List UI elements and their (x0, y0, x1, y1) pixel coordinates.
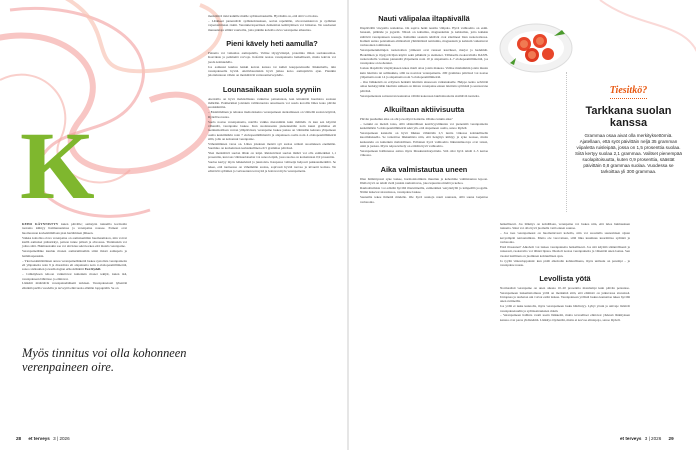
night-paragraph-3: – Verenpaineen hallinta vaatii usein lääkkeitä, mutta terveelliset elintavat yhdessä lääkityksen kanssa ovat paras yhdistelmä. Lääkitys täydentää, mutta ei korvaa elintapoja, sanoo Rydell. (500, 313, 630, 322)
snack-paragraph-4: – Osa lääkkeistä on erityisen herkkiä lakritsin ainesosan vaikutukselle. Helppo keino selvittää omaa herkkyyttään lakritsin suhteen on mitata verenpaine ennen lakritsin syömistä ja seuraavana päivänä. (360, 79, 488, 93)
lunch-paragraph-3: Suola nostaa verenpainetta, natrilla vaikka merenmiän kuin mäimää. Ja kun sen käyttöä vähentää, verenpaine laskee. Kun suolansaanta pienennetään noin kuusi grammaa eli teenlusikollisen verran ylläpäivässä, verenpaine laskee jaskaa on vähintään keinana yläpaineen osalta keskimäärin noin 7 elohopeamillimetriä ja alapaineen osalta noin 4 elohopeamillimetriä sillä, jolla on kohonnut verenpaine. (208, 119, 336, 141)
heading-restful-night: Levollista yötä (539, 274, 591, 284)
issue-right: 3 | 2026 (644, 436, 662, 441)
walk-paragraph-1: Painetta voi vaikuttaa aamupalalla. Valitse täysjyväleipä, proteiinia ilman suolakuormaa. Kasviksia ja pehmeitä ravvoja. Kofeiini nostaa verenpainetta hetkellisesti, mutta kahvia voi juoda kohtuudella. (208, 50, 336, 64)
activity-paragraph-1: Päivän puuhailun aika on ohi ja kotityöt hoidettu. Olisiko lenkin aika? (360, 116, 453, 121)
col2-paragraph-2: – Lääkkeet pienentävät sydänkohtauksen, aortan repeämän, aivoverenkierron ja sydämen vajaatoiminnan riskiä. Verenkiertoperäisen dementian kehittymisen voi hidastaa. Ne saadaanat munuaistaja silmiä vaurioilta, joita päkään koholla oleva verenpaine aiheuttaa. (208, 18, 336, 32)
intro-paragraph-2: Vaikka kohollaa olava verenpaine on aamuisemmin huomaamaton, niin voivat kiellä aamuiset päänsärkyt, painon tunne päässä ja ahvoassa. Tinnituskin voi joltua siitä. Huimaustakin saa voi ahvistua sekä korkea että matala verenpaine. (22, 235, 127, 249)
footer-left (16, 436, 70, 441)
column-2 (208, 14, 336, 174)
heading-morning-walk: Pieni kävely heti aamulla? (226, 38, 318, 48)
fact-box-label: Tiesitkö? (610, 85, 647, 99)
intro-text: kuten päivälle; aamuyön tunneilla kortisolin tuotanto kiihtyy lisämunuaisissa ja verenpaine nousee. Paineet ovat huomaotaan korkeimmillaan pian heräämisen jälkeen. (22, 222, 127, 235)
activity-paragraph-2: – Lenkki on meistä iolea, sillä säännöllinen kestävyysliikunta voi pienentää verenpainetta keskimäärin 5 elohopeamillimetriä sekä ylä- että alapaineen osalta, sanoo Rydell. (360, 121, 488, 131)
lunch-paragraph-2: – Ensimmäinen ja tehokas itsehoitokeino verenpaineen alentamiseen on välttellä suolan käyttöä, Rydell korostaa. (208, 110, 336, 119)
tomato-plate-illustration (496, 14, 576, 78)
col4-paragraph-4: Ja tyyliä viikonloppuisin: kun pidät alkoholin kohtuullisena, myös unilaatu on parempi – ja verenpaine nousu. (500, 258, 630, 267)
snack-paragraph-3: Joskus iltapäivän väsymykseen tekee mieli ottaa jotain makeaa. Valitse mielummin jotain muuta kuin lakritsia tai salmiakkia, sillä ne nostavat verenpainetta. 200 grammaa päivässä voi nostaa yläpainetta noin 14 ja alapainetta noin 5 elohopeamillimetriä. (360, 66, 488, 79)
column-4 (500, 222, 630, 323)
fact-box-title: Tarkkana suolan kanssa (585, 105, 672, 130)
column-1 (22, 222, 127, 291)
sleep-prep-paragraph-1: Illan hämärtyessä syke laskee, hormonitoiminta muuttuu ja kehomme valmistautuu lepoon. Illalla hyvä on tehdä vielä jotakin rauhoittavaa, joka lepuuttaa mieltä ja kehoa. (360, 176, 488, 186)
heading-lunch-salt: Lounasaikaan suola syyniin (222, 84, 322, 94)
drop-cap: K (20, 112, 95, 219)
magazine-name-left: et terveys (28, 436, 50, 441)
footer-right (620, 436, 674, 441)
column-3 (360, 14, 488, 205)
col2-paragraph: merkittävä riski kaikille muille sydänsairauksille. Hyvänäin on, että siitä voi hoitaa. (208, 14, 319, 18)
sleep-prep-paragraph-2: Rauhoittumista voi edistää hyvillä iltarutiineilla, esimerkiksi venyttelyllä ja lempeällä joogalla. Nämä laskevat stressitasoa, verenpaine laskee. (360, 186, 488, 195)
lunch-paragraph-5: Yksi merkittävä suolan lähde on leipä. Ruisleivässä suolan määrä voi olla esimerkiksi 1,1 prosenttia, kun taas vähäsuolaisebat voi sanoa leipää, jossa suolaa on korkeintaan 0,9 prosenttia. (208, 151, 336, 160)
lunch-paragraph-1: Aterioilla on hyvä mahdollisuus vaikuttaa painetutaan, kun kiinnittää huomiota suolaan määrään. Esimerkiksi joistakin valmisruoista ansaitseeta voi saada koroilla lähes koko päivän suolakiintiön. (208, 96, 336, 110)
col4-paragraph-2: – Jos taas verenpaineesi on huomattavasti koholla, niin voi suositella saunomisen sijaan kevyempää rentoutumista. Mutta ole varovainen, sillä liika kuumuus kuormittaa sydäntä ja verisuonia. (500, 231, 630, 244)
fact-box (575, 80, 682, 175)
fact-box-text: Grammaa osaa aivat olla merkityksettömiä. Ajatellaan, että syöt päivittäin neljä 35 gramman viipaletta ruisleipää, jossa on 1,5 prosenttia suolaa. Siitä kertyy suolaa 2,1 grammaa. Valitset pienempää suolapitoisuutta, kuten 0,9 prosenttia, säästät päivittäin 0,8 grammaa suolaa. Vuodessa se tarkoittaa yli 300 grammaa. (575, 132, 682, 174)
sleep-prep-paragraph-3: Saunailta tekee ihmeitä mielelle. Ole hyvä saunoja nauti saunasta, sillä sauna laajentaa verisuonia. (360, 195, 488, 204)
magazine-name-right: et terveys (620, 436, 642, 441)
col4-paragraph-3: Entä iltasaunat? Alkoholi voi laskea verenpainetta hetkellisesti. Jos sitä käyttää säännöllisesti ja runsaasti, ruokavalio voi lähteä lipsua. Ilkoholi nostaa verenpainetta ja vähentää unen laatua. Sen vuoksi lasillinen on juominen kohtuullisen ajan. (500, 244, 630, 258)
page-number-left: 28 (16, 436, 22, 441)
intro-paragraph (22, 222, 127, 235)
activity-paragraph-3: Verenpaineen kannalta on hyvä liikkua vähintään 2,5 tuntia viikossa kohtuullisella kuormituksella. Se tarkoittaa liikkumista niin, että hengitys kiihtyy ja syke nousee, mutta keskustelu on kuitenkin mahdollinen. Erilainen hyvä vaihtoehto liikuntamuotoja ovat tanssi, uinti ja juoksu. Myös reipas kävely on erittäin hyvä vaihtoehto. (360, 131, 488, 149)
intro-paragraph-6: Lääkärit määräävät verenpainelääketti tarkisen. Verenpainetaati lyhentää elinikää parilla vuodella ja terveyttä elinvuosia elämän loppupäätä. Se on (22, 281, 127, 290)
intro-paragraph-5: – Lääkityksen tehoon vaikuttavat kuitenkin monet tekijät, kuten ikä, verenpaineen lähtötaso ja elintavat. (22, 272, 127, 281)
snack-paragraph-5: Verenpainetauta sairastavan kannattaa välttää kokonaan lakritsituotteita sisältäviä tuotteita. (360, 93, 480, 98)
heading-afternoon-snack: Nauti välipalaa iltapäivällä (378, 14, 470, 23)
doctor-name: Essi Rydell. (84, 267, 102, 272)
intro-quote: – Yksi keskimääräinen annos verenpainelääkettä laskee systolista verenpainetta eli yläpainetta noin 9 ja diastolista eli alapainetta noin 4 elohopeamillimetriä, sanoo sisätautien ja kardiologian erikoislääkäri (22, 258, 127, 272)
lunch-paragraph-4: Vähentäminen varaa on. Lähes jokainen meistä syö suolaa reilusti suosituksen enemmän. Suomiuo on korkeintaan teelusikallinen eli 5 grammaa päivässä. (208, 141, 336, 151)
lunch-paragraph-6: Suolaa kertyy myös leikkeleistä ja juustoista. Kaupassa valitseija helposti pakkausmerkiltä. Se tekee, että tuotteessa on vähemmän suolaa, sopivasti hyvää ruovaa ja kivuetti kotissa. Ne edistävät sydämen ja verisuonien terveyttä ja hoitavat myös verenpainetta. (208, 160, 336, 174)
heading-prepare-sleep: Aika valmistautua uneen (380, 164, 468, 174)
snack-paragraph-1: Iltapäivällä vireystila notkahtaa. On sopiva hetki nauttia välipala. Hyvä vaihtoehto on esim. banaani, päähäde ja jogurtti. Niissä on kaliumia, magnesiumia ja kalsiumia, joita kaikkia säätävät verenpaineen nousuja. Kaliumin saannin tehtävät ovat sätelineet liian ruokavaliossa. Kalium auttaa poistamaan elimistöstä ylimääräistä natriumia, magnesium ja kalsium vaikuttavat verisuonten toimintaan. (360, 26, 488, 48)
pull-quote: Myös tinnitus voi olla kohonneen verenpaineen oire. (22, 346, 187, 375)
intro-lead: KEHO KÄYNNISTYY (22, 222, 59, 226)
snack-paragraph-2: Verenpainetutkittujen ruokavalion ytimessä ovat runsaat kasvikset, marjat ja hedelmät. Hedelmien ja täysjyväviljan käyttö sekä pähkinät ja siemenet. Tällaisella ruokavaliolla DASH-ruokavaliolla voidaan pienentää yläpainetta noin 10 ja alapainetta 4–7 elohopeamillimetriä, jos verenpaine on kohonnut. (360, 48, 488, 66)
intro-paragraph-4 (22, 259, 127, 272)
intro-paragraph-3: Verenpainelääke kuuluu monen aamurutiineihin siinä missä aamupala ja hammaspesukin. (22, 249, 127, 258)
issue-left: 3 | 2026 (53, 436, 70, 441)
activity-paragraph-4: Verenpaineen hallinnassa auttaa myös lihaskuntoharjoittelu. Sitä olisi hyvä tehdä 2–3 kertaa viikossa. (360, 149, 488, 158)
heading-evening-activity: Alkuiltaan aktiivisuutta (383, 104, 465, 114)
col4-paragraph-1: hetkellisesti. Jos lääkitys on kohdillaan, verenpaine voi laskea niin, että tulee huimauksen tunnetta. Siksi voi olla hyvä juomalla vettä ennen saunaa. (500, 222, 630, 231)
night-paragraph-1: Normaalisti verenpaine on unen aikana 10–20 prosenttia matalampi kuin päivän persutaso. Verenpaineen laskemattomuus yöllä on merkkinä siitä, että elimistö on jatkuvassa stressissä. Uniapnea ja rauhaton uni voivat estää laskua. Verenpaineen yöllistä laskua kannattaa tukea hyvillä unen rutiineilla. (500, 286, 630, 304)
walk-paragraph-2: Jos aamuusi kuuluu lenkki koiran kanssa tai kulkit kauppareissulle liikkumalla, niin verenpaineelle hyvää. Aktiivisuuttakin hyvä jatkaa koko aamupäivän ajan. Pienikin jalottelutauon välein on merkittäviä verisuoniterveydelle. (208, 64, 336, 78)
night-paragraph-2: Jos yöllä et nuku kunnolla, myös verenpaineen lasku häiriintyy. Lyhyt yöuni ja univaje lisäävät verenpainetaudin ja sydänsairauksien riskiä. (500, 304, 630, 313)
page-number-right: 29 (668, 436, 674, 441)
page-fold (347, 0, 349, 450)
